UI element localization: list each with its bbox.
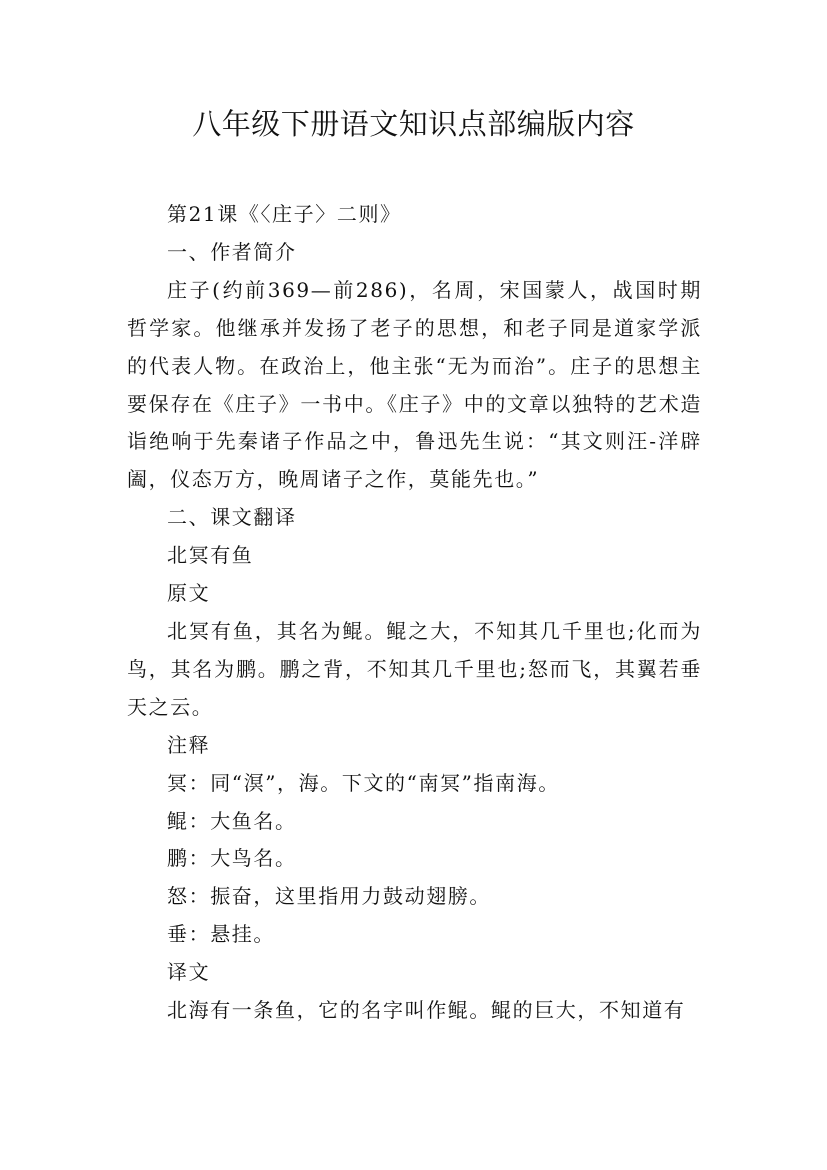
original-label: 原文	[167, 581, 211, 606]
author-intro-paragraph: 庄子(约前369—前286)，名周，宋国蒙人，战国时期哲学家。他继承并发扬了老子的思想，和老子同是道家学派的代表人物。在政治上，他主张“无为而治”。庄子的思想主要保存在《庄子》一书中。《庄子》中的文章以独特的艺术造诣绝响于先秦诸子作品之中，鲁迅先生说：“其文则汪-洋辟阖，仪态万方，晚周诸子之作，莫能先也。”	[127, 277, 702, 492]
note-item: 鲲：大鱼名。	[167, 808, 297, 833]
text-title: 北冥有鱼	[167, 543, 254, 568]
section-heading-author: 一、作者简介	[167, 239, 297, 264]
note-item: 垂：悬挂。	[167, 922, 275, 947]
document-body	[127, 196, 702, 1030]
section-heading-translation: 二、课文翻译	[167, 505, 297, 530]
original-text-paragraph: 北冥有鱼，其名为鲲。鲲之大，不知其几千里也;化而为鸟，其名为鹏。鹏之背，不知其几千里也;怒而飞，其翼若垂天之云。	[127, 618, 702, 719]
translation-label: 译文	[167, 960, 211, 985]
note-item: 鹏：大鸟名。	[167, 846, 297, 871]
note-item: 冥：同“溟”，海。下文的“南冥”指南海。	[167, 770, 560, 795]
lesson-heading: 第21课《〈庄子〉二则》	[167, 202, 402, 226]
translation-paragraph: 北海有一条鱼，它的名字叫作鲲。鲲的巨大，不知道有	[167, 998, 686, 1023]
document-title: 八年级下册语文知识点部编版内容	[192, 107, 635, 141]
notes-label: 注释	[167, 732, 211, 757]
note-item: 怒：振奋，这里指用力鼓动翅膀。	[167, 884, 491, 909]
